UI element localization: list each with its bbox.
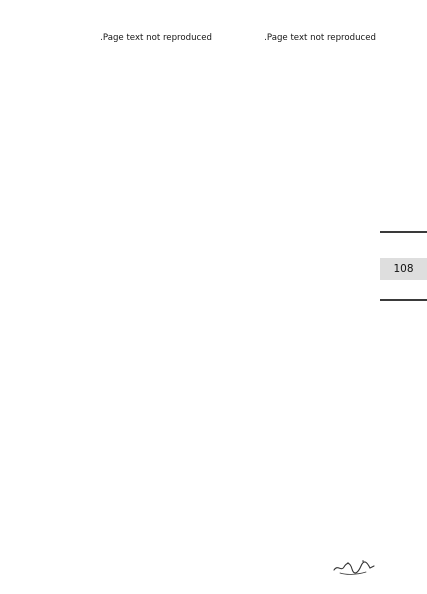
page-number: 108 xyxy=(380,258,427,280)
page-number-bottom-rule xyxy=(380,299,427,301)
right-text-column xyxy=(226,32,376,554)
left-column-text: Page text not reproduced. xyxy=(100,33,212,43)
left-text-column xyxy=(46,32,212,554)
author-signature xyxy=(332,556,376,578)
page-number-top-rule xyxy=(380,231,427,233)
right-column-text: Page text not reproduced. xyxy=(264,33,376,43)
